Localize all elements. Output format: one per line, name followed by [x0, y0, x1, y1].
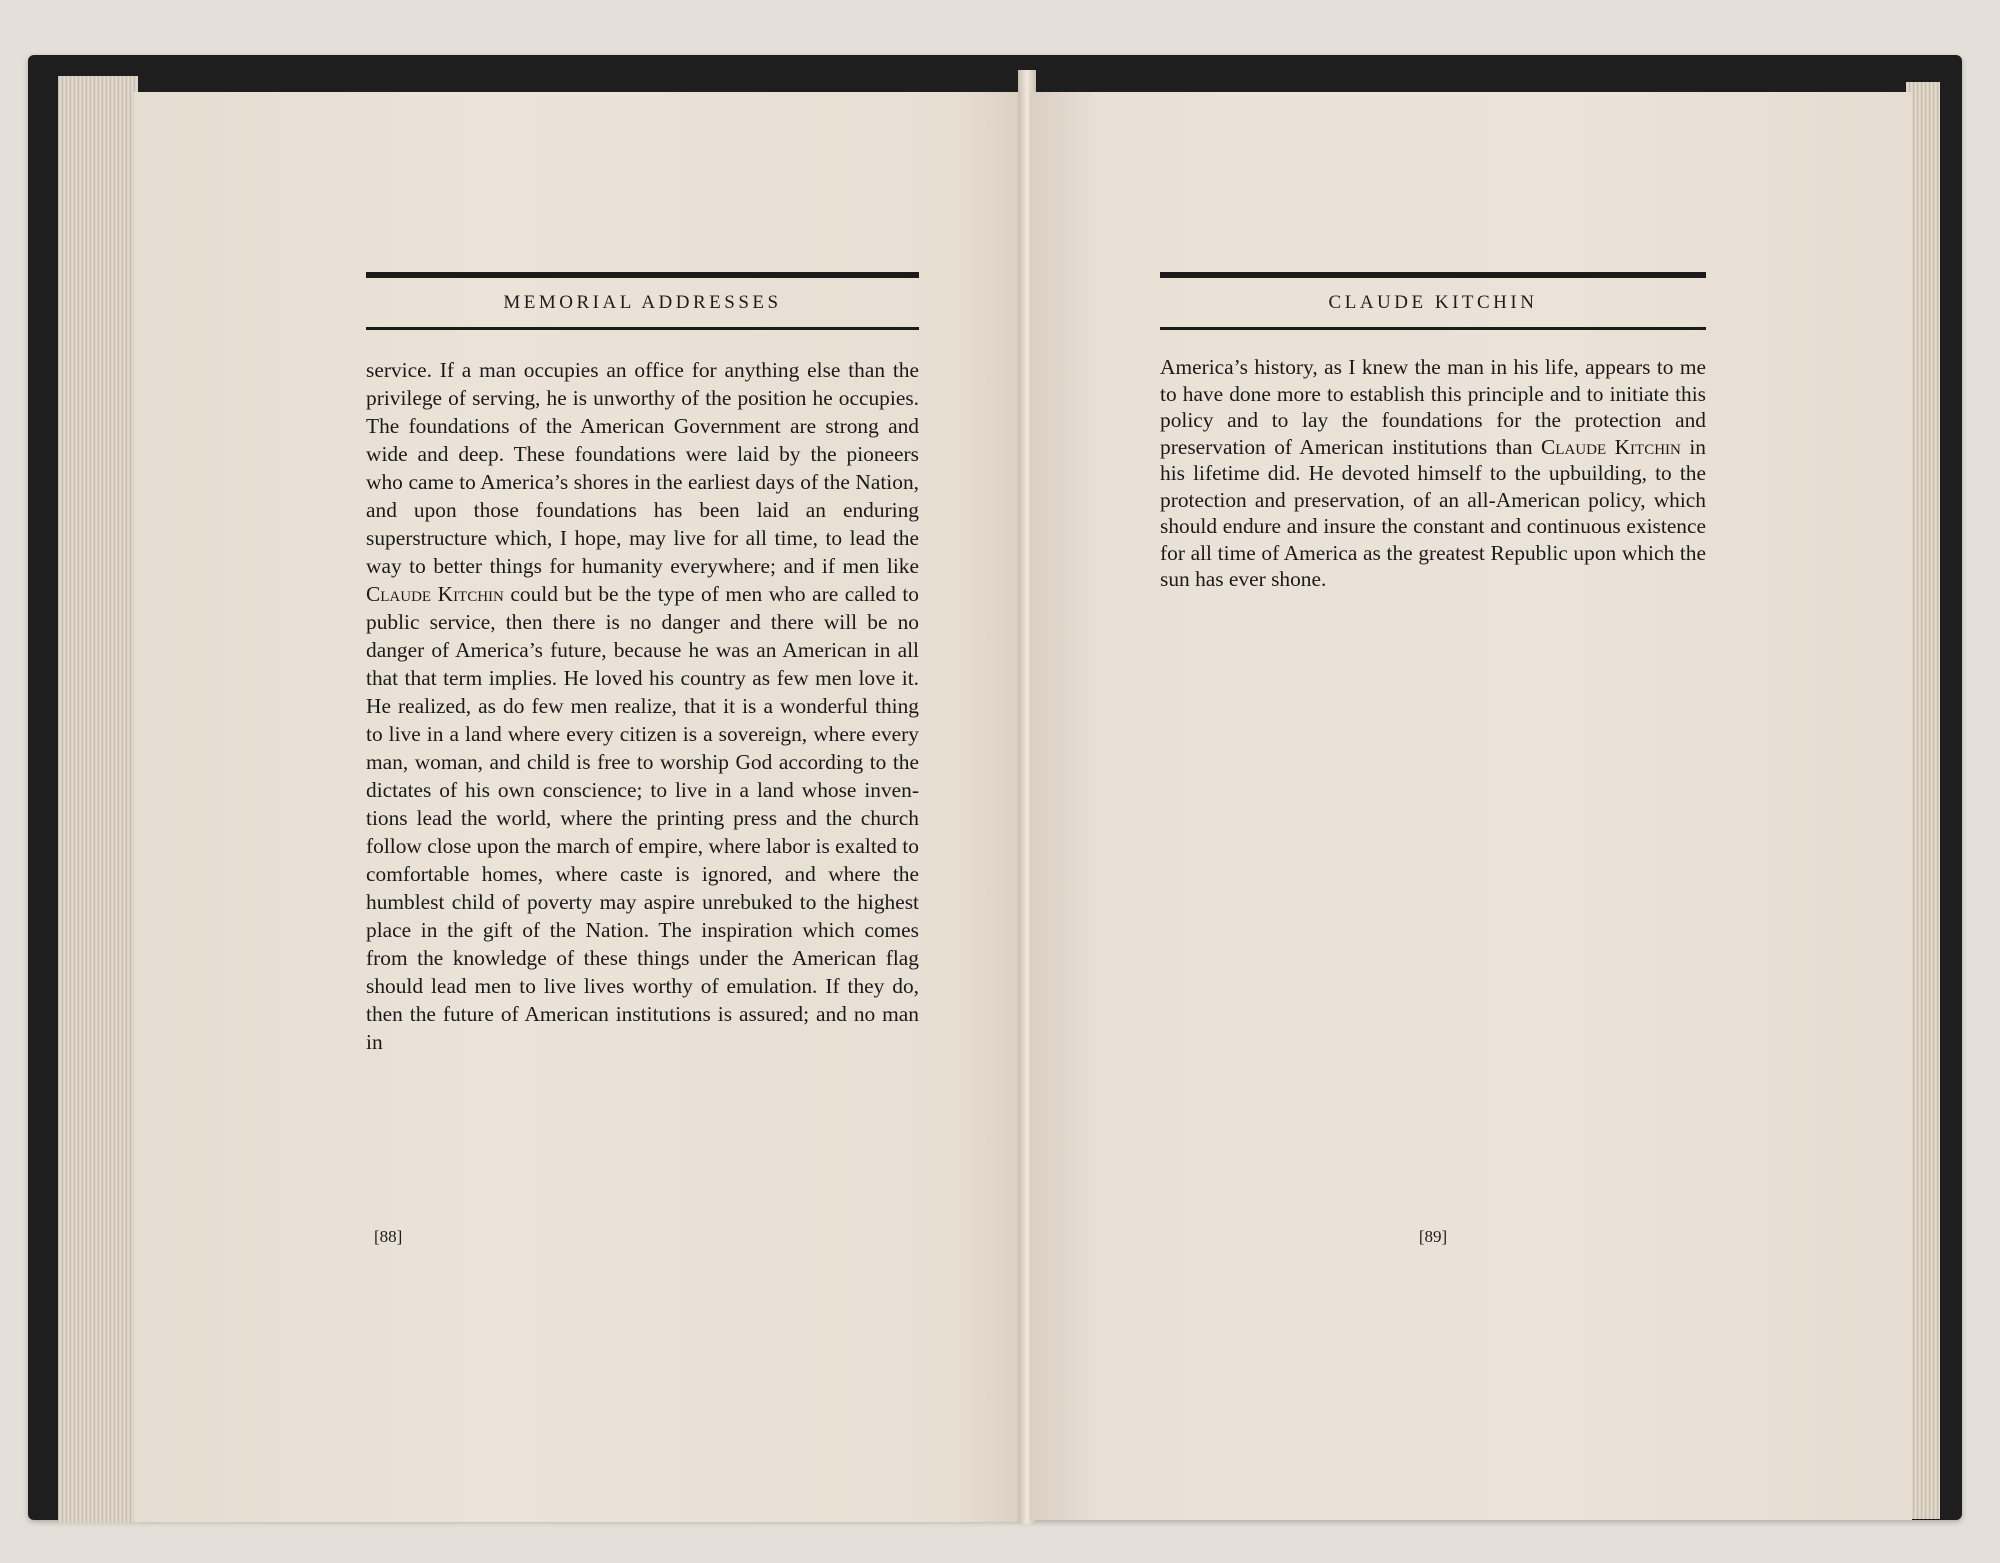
body-text-segment: America’s history, as I knew the man in his life, appears to me to have done more to establish this principle and to initiate this policy and to lay the foundations for the protection and preservation of American institutions than — [1160, 355, 1706, 459]
right-page-header — [1160, 272, 1706, 330]
left-page — [134, 92, 1024, 1522]
name-small-caps: Claude Kitchin — [366, 582, 504, 606]
page-edges-left — [58, 76, 138, 1523]
page-number-left: [88] — [374, 1227, 403, 1246]
header-rule-bottom — [366, 327, 919, 330]
right-page-body — [1160, 354, 1706, 593]
body-text-segment: could but be the type of men who are called to public service, then there is no danger and there will be no danger of America’s future, because he was an American in all that that term implies. He loved his country as few men love it. He realized, as do few men realize, that it is a wonderful thing to live in a land where every citizen is a sovereign, where every man, woman, and child is free to worship God according to the dictates of his own conscience; to live in a land whose inventions lead the world, where the printing press and the church follow close upon the march of empire, where labor is exalted to comfortable homes, where caste is ignored, and where the humblest child of poverty may aspire unrebuked to the highest place in the gift of the Nation. The inspiration which comes from the knowledge of these things under the American flag should lead men to live lives worthy of emulation. If they do, then the future of American institutions is assured; and no man in — [366, 582, 919, 1054]
right-page — [1030, 92, 1912, 1520]
left-page-header — [366, 272, 919, 330]
left-page-body — [366, 356, 919, 1056]
header-rule-bottom — [1160, 327, 1706, 330]
body-text-segment: in his lifetime did. He devoted himself to the upbuilding, to the protection and preservation, of an all-American policy, which should endure and insure the constant and continuous existence for all time of America as the greatest Republic upon which the sun has ever shone. — [1160, 434, 1706, 591]
running-head-right: CLAUDE KITCHIN — [1328, 292, 1538, 313]
running-head-left: MEMORIAL ADDRESSES — [503, 292, 782, 313]
body-text-segment: service. If a man occupies an office for anything else than the privilege of serving, he is unworthy of the position he occupies. The foundations of the American Government are strong and wide and deep. These foundations were laid by the pioneers who came to America’s shores in the earliest days of the Nation, and upon those foundations has been laid an enduring superstructure which, I hope, may live for all time, to lead the way to better things for humanity everywhere; and if men like — [366, 358, 919, 578]
page-number-right: [89] — [1418, 1227, 1448, 1246]
name-small-caps: Claude Kitchin — [1541, 434, 1681, 459]
